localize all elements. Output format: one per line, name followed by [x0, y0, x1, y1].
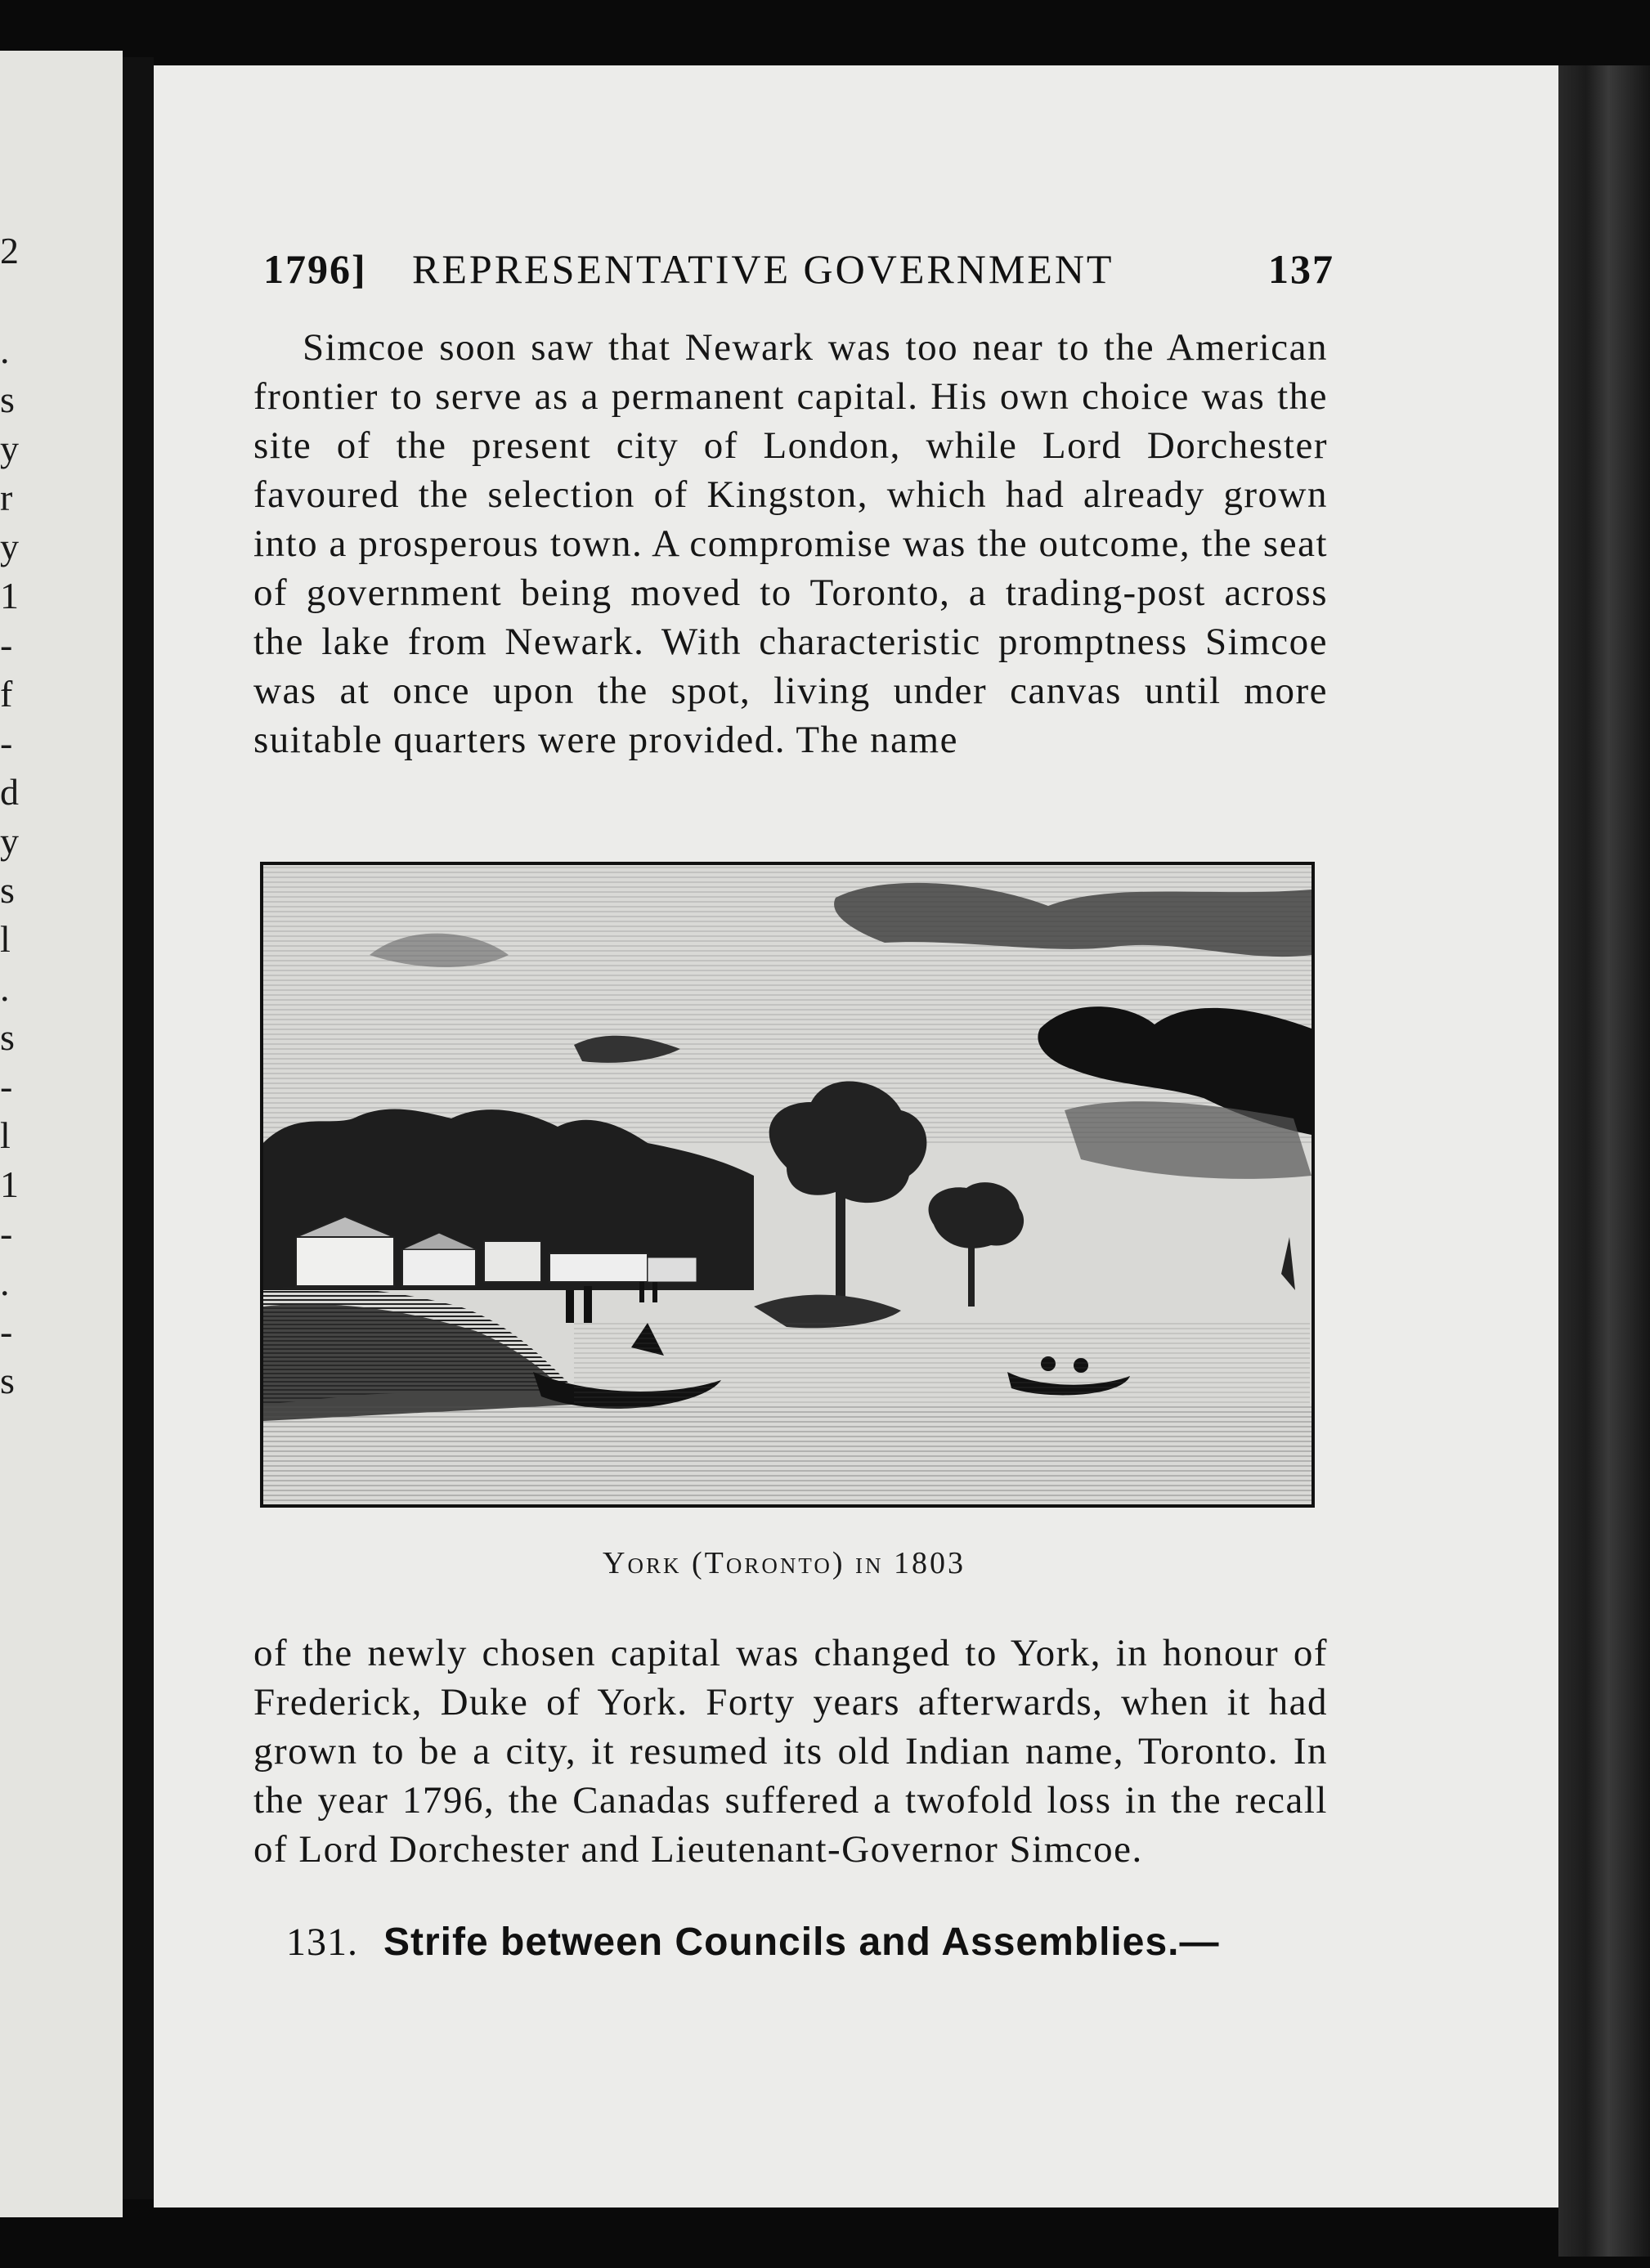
page-stack-edge	[1558, 65, 1650, 2257]
previous-page-fragment: s	[0, 869, 15, 911]
previous-page-fragment: y	[0, 820, 19, 862]
paragraph-bottom: of the newly chosen capital was changed to York, in honour of Frederick, Duke of York. Forty years afterwards, when it had grown to be a city, it resumed its old Indian name, Toronto. In the year 1796, the Canadas suffered a twofold loss in the recall of Lord Dorchester and Lieutenant-Governor Simcoe.	[253, 1632, 1328, 1871]
engraving-york-toronto	[260, 862, 1315, 1508]
section-number: 131.	[286, 1921, 358, 1964]
previous-page-fragment: .	[0, 967, 10, 1009]
previous-page-fragment: -	[0, 722, 13, 764]
header-title: REPRESENTATIVE GOVERNMENT	[412, 246, 1114, 292]
previous-page-fragment: 1	[0, 575, 19, 616]
previous-page-fragment: .	[0, 329, 10, 371]
header-year: 1796]	[263, 246, 367, 292]
previous-page-fragment: l	[0, 918, 11, 960]
figure-caption: York (Toronto) in 1803	[603, 1546, 966, 1580]
previous-page-fragment: l	[0, 1114, 11, 1156]
page-number: 137	[1268, 246, 1334, 292]
previous-page-edge	[0, 51, 123, 2217]
section-heading	[286, 1920, 1349, 1965]
previous-page-fragment: -	[0, 624, 13, 666]
paragraph-top: Simcoe soon saw that Newark was too near to the American frontier to serve as a permanent capital. His own choice was the site of the present city of London, while Lord Dorchester favoured the selection of Kingston, which had already grown into a prosperous town. A compromise was the outcome, the seat of government being moved to Toronto, a trading-post across the lake from Newark. With characteristic promptness Simcoe was at once upon the spot, living under canvas until more suitable quarters were provided. The name	[253, 326, 1328, 761]
previous-page-fragment: 1	[0, 1163, 19, 1205]
previous-page-fragment: .	[0, 1262, 10, 1303]
previous-page-fragment: r	[0, 477, 13, 518]
running-header	[263, 245, 1334, 303]
previous-page-fragment: y	[0, 526, 19, 567]
previous-page-fragment: 2	[0, 230, 19, 271]
previous-page-fragment: -	[0, 1065, 13, 1107]
book-gutter	[123, 57, 154, 2199]
previous-page-fragment: f	[0, 673, 13, 715]
section-title: Strife between Councils and Assemblies.—	[383, 1921, 1220, 1964]
previous-page-fragment: d	[0, 771, 19, 813]
previous-page-fragment: y	[0, 428, 19, 469]
previous-page-fragment: s	[0, 379, 15, 420]
previous-page-fragment: s	[0, 1016, 15, 1058]
previous-page-fragment: -	[0, 1212, 13, 1254]
previous-page-fragment: s	[0, 1360, 15, 1401]
engraving-illustration	[263, 865, 1311, 1504]
previous-page-fragment: -	[0, 1311, 13, 1352]
